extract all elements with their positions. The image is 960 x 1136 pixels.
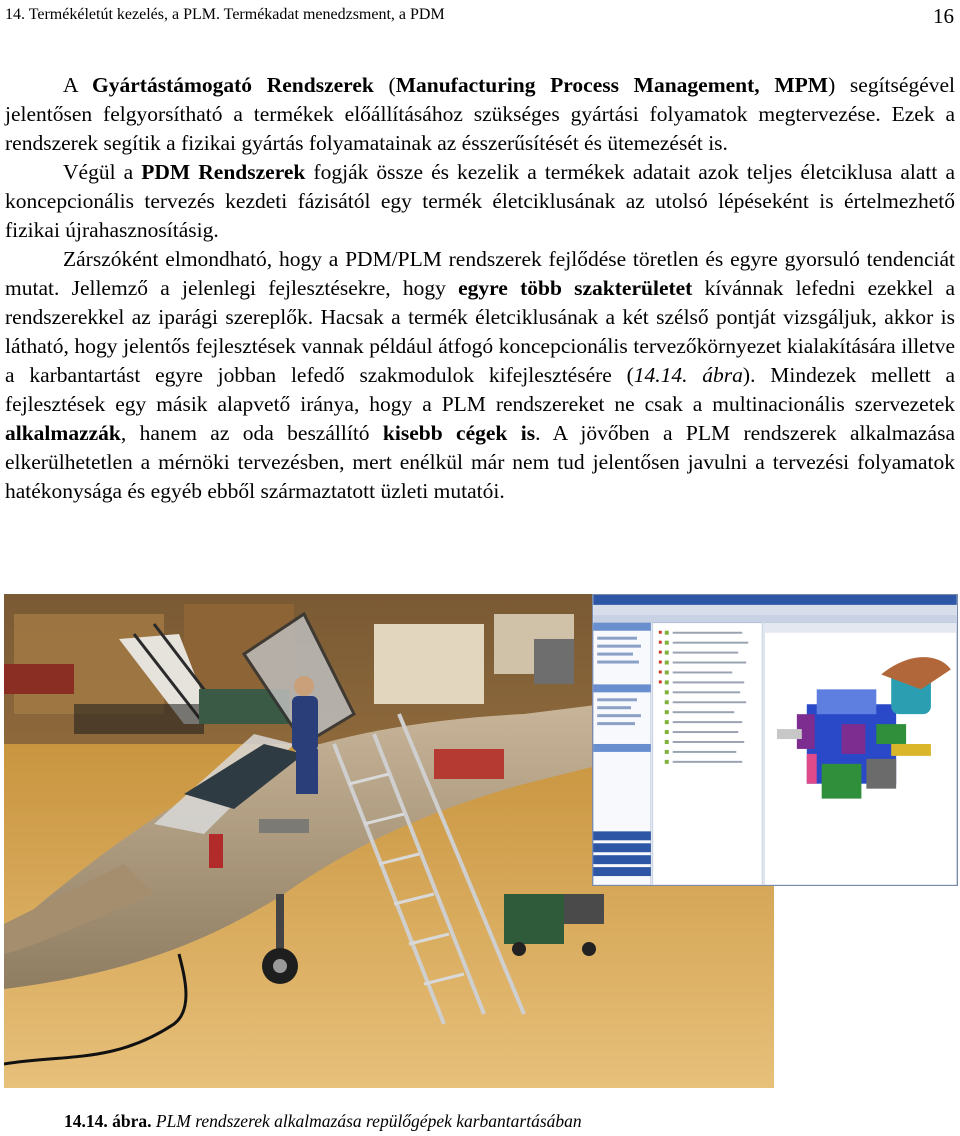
bold-term: Gyártástámogató Rendszerek [92,73,374,97]
text-run: Végül a [63,160,142,184]
figure-caption-text: PLM rendszerek alkalmazása repülőgépek karbantartásában [151,1111,582,1131]
bold-term: alkalmazzák [5,421,121,445]
text-run: . A jövőben a PLM rendszerek alkalmazása elkerülhetetlen a mérnöki tervezésben, mert enélkül már nem tud jelentősen javulni a tervezési folyamatok hatékonysága és egyéb ebből származtatott üzleti mutatói. [5,421,955,503]
body-text [5,71,955,506]
bold-term: Manufacturing Process Management, MPM [395,73,829,97]
text-run: kívánnak lefedni ezekkel a rendszerekkel az iparági szereplők. Hacsak a termék életciklusának a két szélső pontját vizsgáljuk, akkor is látható, hogy jelentős fejlesztések vannak például átfogó koncepcionális tervezőkörnyezet kialakítására illetve a karbantartást egyre jobban lefedő szakmodulok kifejlesztésére ( [5,276,955,387]
running-title: 14. Termékéletút kezelés, a PLM. Termékadat menedzsment, a PDM [5,6,445,23]
figure-14-14 [4,594,956,1088]
figure-reference: 14.14. ábra [633,363,743,387]
text-run: A [63,73,93,97]
text-run: ) segítségével jelentősen felgyorsítható a termékek előállításához szükséges gyártási folyamatok megtervezése. Ezek a rendszerek segítik a fizikai gyártás folyamatainak az ésszerűsítését és ütemezését is. [5,73,955,155]
text-run: , hanem az oda beszállító [120,421,383,445]
text-run: fogják össze és kezelik a termékek adatait azok teljes életciklusa alatt a koncepcionális tervezés kezdeti fázisától egy termék életciklusának az utolsó lépéseként is értelmezhető fizikai újrahasznosításig. [5,160,955,242]
paragraph-conclusion [5,245,955,506]
text-run: ( [373,73,396,97]
paragraph-pdm [5,158,955,245]
page-header [5,4,954,30]
bold-term: PDM Rendszerek [141,160,306,184]
figure-number: 14.14. ábra. [64,1111,152,1131]
plm-software-screenshot [592,594,958,886]
figure-caption [64,1111,582,1132]
text-run: Zárszóként elmondható, hogy a PDM/PLM rendszerek fejlődése töretlen és egyre gyorsuló tendenciát mutat. Jellemző a jelenlegi fejlesztésekre, hogy [5,247,955,300]
paragraph-mpm [5,71,955,158]
bold-term: kisebb cégek is [382,421,536,445]
bold-term: egyre több szakterületet [458,276,693,300]
page-number: 16 [933,4,954,28]
text-run: ). Mindezek mellett a fejlesztések egy másik alapvető iránya, hogy a PLM rendszereket ne csak a multinacionális szervezetek [5,363,956,416]
